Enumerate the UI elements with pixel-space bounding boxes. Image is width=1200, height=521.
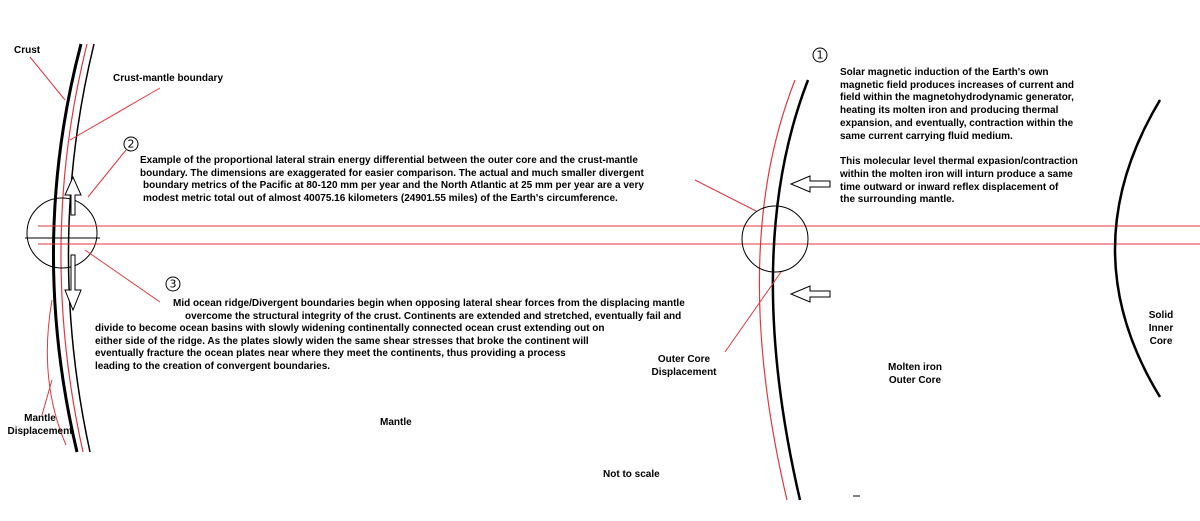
note-2-line: boundary. The dimensions are exaggerated for easier comparison. The actual and much smaller divergent [140,167,644,179]
note-2-line: modest metric total out of almost 40075.16 kilometers (24901.55 miles) of the Earth's circumference. [143,192,618,204]
mantle-displacement-leader [42,380,52,415]
up-arrow-icon [65,177,81,215]
note-3-text [95,298,685,374]
note-3-line: eventually fracture the ocean plates near where they meet the continents, thus providing a process [95,348,566,360]
note-2-right-leader [695,180,756,211]
note-2-number: 2 [127,137,135,151]
note-2-marker [124,137,138,151]
mantle-displacement-line-2: Displacement [7,426,73,437]
note-2-line: Example of the proportional lateral strain energy differential between the outer core and the crust-mantle [140,155,638,166]
crust-label: Crust [14,45,41,56]
note-1-number: 1 [816,48,824,62]
left-arrow-lower-icon [791,286,830,302]
note-1-line: same current carrying fluid medium. [840,130,1013,142]
not-to-scale-label: Not to scale [603,469,660,480]
note-3-line: divide to become ocean basins with slowly widening continentally connected ocean crust extending out on [95,323,605,335]
note-3-line: leading to the creation of convergent boundaries. [95,360,331,372]
crust-inner-arc [68,44,94,452]
note-1-text [840,67,1078,207]
note-1-line: Solar magnetic induction of the Earth's own [840,67,1049,78]
note-1-line: expansion, and eventually, contraction within the [840,117,1074,129]
crust-outer-arc [53,44,81,452]
solid-inner-core-label [1136,309,1186,348]
note-1-line: magnetic field produces increases of current and [840,79,1074,91]
solid-inner-core-line-3: Core [1149,336,1173,347]
note-3-marker [166,277,180,291]
outer-core-displacement-line-1: Outer Core [657,354,711,365]
outer-core-displacement-line-2: Displacement [651,367,717,378]
note-3-line: either side of the ridge. As the plates slowly widen the same shear stresses that broke the continent will [95,335,589,347]
left-arrow-upper-icon [791,176,830,192]
note-1-line: time outward or inward reflex displacement of [840,181,1059,193]
mantle-label: Mantle [380,417,412,428]
note-2-text [140,155,644,205]
note-1-line: field within the magnetohydrodynamic generator, [840,92,1074,104]
note-1-line: the surrounding mantle. [840,194,955,206]
mantle-displacement-label [4,412,76,438]
inner-core-arc [1115,100,1160,397]
crust-mantle-boundary-label: Crust-mantle boundary [113,73,224,84]
note-1-line: heating its molten iron and producing thermal [840,105,1059,117]
molten-iron-outer-core-label [870,361,960,387]
note-3-number: 3 [169,277,177,291]
note-2-leader [88,150,126,197]
note-1-marker [813,48,827,62]
note-3-line: overcome the structural integrity of the crust. Continents are extended and stretched, eventually fail and [185,310,682,322]
note-3-line: Mid ocean ridge/Divergent boundaries begin when opposing lateral shear forces from the displacing mantle [173,298,685,309]
note-2-line: boundary metrics of the Pacific at 80-120 mm per year and the North Atlantic at 25 mm per year are a very [143,180,644,192]
note-1-line [840,143,1078,156]
molten-iron-line-1: Molten iron [888,362,942,373]
note-1-line: within the molten iron will inturn produce a same [840,168,1073,180]
crust-leader [30,57,65,100]
molten-iron-line-2: Outer Core [888,375,942,386]
note-3-leader [85,250,160,302]
solid-inner-core-line-1: Solid [1148,310,1174,321]
mantle-displacement-line-1: Mantle [24,413,56,424]
note-1-line: This molecular level thermal expasion/contraction [840,156,1078,168]
solid-inner-core-line-2: Inner [1148,323,1174,334]
